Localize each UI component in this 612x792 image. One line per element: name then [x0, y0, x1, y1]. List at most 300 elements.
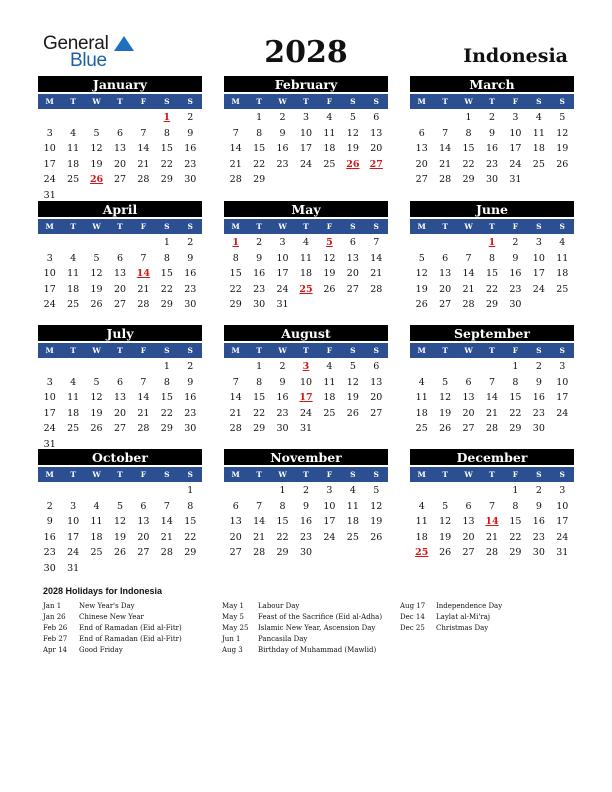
day-cell: 30: [184, 423, 197, 434]
weekday-header: [38, 219, 202, 234]
weekday-label: S: [559, 470, 565, 479]
day-cell: 29: [509, 423, 522, 434]
holiday-date: Jan 1: [43, 602, 62, 610]
day-cell: 2: [279, 112, 286, 123]
day-cell: 9: [187, 376, 194, 388]
month-august: [224, 325, 388, 437]
day-cell: 26: [113, 547, 127, 558]
empty-cell: [433, 483, 456, 499]
day-cell: 29: [160, 174, 173, 185]
day-grid: [224, 359, 388, 437]
day-cell: 12: [113, 516, 127, 527]
empty-cell: [85, 110, 108, 126]
day-cell: 13: [462, 392, 475, 403]
day-cell: 5: [349, 361, 356, 372]
empty-cell: [132, 359, 155, 375]
month-name: August: [224, 325, 388, 341]
day-cell: 27: [346, 283, 359, 295]
day-cell: 13: [370, 127, 383, 139]
day-cell: 10: [67, 516, 80, 527]
day-cell: 23: [253, 283, 266, 295]
day-cell: 5: [559, 112, 566, 123]
weekday-label: F: [512, 222, 519, 231]
day-cell: 23: [276, 158, 289, 170]
weekday-label: W: [464, 97, 473, 106]
empty-cell: [38, 483, 61, 499]
day-cell: 11: [346, 500, 359, 512]
day-cell: 30: [43, 562, 56, 574]
month-name: December: [410, 449, 574, 465]
day-cell: 27: [113, 299, 127, 310]
holiday-date: Feb 27: [43, 635, 68, 643]
weekday-label: F: [140, 470, 147, 479]
day-cell: 19: [113, 531, 127, 543]
day-cell: 11: [323, 127, 336, 139]
weekday-label: T: [117, 222, 123, 231]
day-cell: 8: [512, 500, 519, 512]
day-cell: 4: [93, 500, 100, 512]
empty-cell: [155, 483, 178, 499]
weekday-label: S: [536, 470, 542, 479]
weekday-label: M: [45, 346, 54, 355]
day-cell: 23: [276, 407, 289, 419]
weekday-header: [410, 219, 574, 234]
weekday-label: M: [417, 97, 426, 106]
day-cell: 15: [276, 516, 289, 527]
day-cell: 9: [187, 252, 194, 264]
day-cell: 4: [302, 237, 310, 248]
weekday-label: F: [140, 97, 147, 106]
day-cell: 21: [253, 531, 266, 543]
weekday-label: W: [464, 222, 473, 231]
weekday-label: T: [70, 97, 76, 106]
day-cell: 22: [276, 531, 289, 543]
day-cell: 10: [323, 500, 336, 512]
day-cell: 19: [90, 407, 103, 419]
day-cell: 23: [532, 531, 545, 543]
holiday-day-cell: 1: [163, 112, 171, 123]
day-cell: 20: [370, 392, 383, 403]
page-title-year: 2028: [264, 35, 348, 70]
day-cell: 19: [346, 392, 359, 403]
weekday-label: T: [489, 222, 495, 231]
day-grid: [38, 110, 202, 203]
weekday-label: T: [442, 222, 448, 231]
day-grid: [224, 483, 388, 561]
weekday-label: F: [512, 470, 519, 479]
day-cell: 10: [532, 252, 545, 264]
day-cell: 21: [137, 283, 150, 295]
empty-cell: [108, 359, 131, 375]
day-cell: 19: [323, 268, 336, 279]
day-cell: 6: [116, 127, 124, 139]
weekday-label: S: [187, 97, 193, 106]
day-cell: 13: [113, 392, 127, 403]
day-cell: 23: [184, 407, 197, 419]
day-cell: 20: [113, 407, 127, 419]
day-cell: 13: [415, 143, 428, 154]
day-cell: 29: [160, 423, 173, 434]
day-cell: 29: [229, 299, 242, 310]
day-cell: 30: [184, 299, 197, 310]
day-cell: 9: [279, 127, 286, 139]
weekday-label: T: [256, 470, 262, 479]
day-cell: 7: [232, 376, 239, 388]
day-cell: 30: [184, 174, 197, 185]
holiday-row: [222, 623, 382, 634]
holiday-name: Pancasila Day: [258, 635, 308, 643]
day-cell: 8: [232, 252, 239, 264]
day-cell: 17: [276, 268, 289, 279]
day-cell: 5: [93, 376, 100, 388]
day-cell: 15: [184, 516, 197, 527]
day-cell: 1: [279, 485, 286, 496]
holiday-row: [400, 612, 502, 623]
weekday-label: W: [278, 222, 287, 231]
day-cell: 27: [113, 423, 127, 434]
day-cell: 3: [535, 237, 542, 248]
weekday-label: T: [442, 97, 448, 106]
day-cell: 22: [253, 158, 266, 170]
day-cell: 20: [462, 407, 475, 419]
day-cell: 28: [229, 174, 242, 185]
weekday-label: F: [140, 222, 147, 231]
day-cell: 7: [163, 500, 170, 512]
day-cell: 21: [462, 283, 475, 295]
empty-cell: [433, 235, 456, 251]
day-cell: 4: [70, 376, 77, 388]
weekday-label: S: [559, 346, 565, 355]
holiday-name: Birthday of Muhammad (Mawlid): [258, 646, 377, 654]
weekday-label: T: [256, 97, 262, 106]
day-cell: 7: [140, 376, 147, 388]
weekday-label: W: [92, 470, 101, 479]
day-cell: 26: [415, 299, 428, 310]
holiday-name: New Year's Day: [79, 602, 135, 610]
day-cell: 23: [299, 531, 313, 543]
day-cell: 16: [509, 268, 522, 279]
day-cell: 10: [556, 500, 569, 512]
day-cell: 17: [67, 531, 80, 543]
day-cell: 22: [509, 407, 522, 419]
empty-cell: [108, 235, 131, 251]
day-cell: 4: [418, 500, 425, 512]
day-cell: 17: [556, 516, 569, 527]
month-name: May: [224, 201, 388, 217]
day-cell: 16: [276, 392, 289, 403]
weekday-label: F: [512, 346, 519, 355]
day-cell: 11: [415, 392, 428, 403]
day-cell: 13: [113, 143, 127, 154]
weekday-label: W: [464, 346, 473, 355]
month-june: [410, 201, 574, 313]
day-cell: 8: [256, 376, 263, 388]
weekday-label: S: [164, 346, 170, 355]
day-cell: 19: [415, 283, 428, 295]
day-cell: 2: [187, 237, 194, 248]
day-cell: 14: [229, 392, 242, 403]
holiday-row: [43, 634, 182, 645]
day-cell: 18: [556, 268, 569, 279]
day-cell: 12: [439, 516, 452, 527]
day-cell: 30: [253, 299, 266, 310]
day-cell: 29: [253, 174, 266, 185]
day-cell: 4: [349, 485, 356, 496]
day-cell: 7: [488, 376, 496, 388]
empty-cell: [38, 235, 61, 251]
empty-cell: [224, 483, 247, 499]
month-february: [224, 76, 388, 188]
day-cell: 21: [229, 407, 242, 419]
holiday-name: Feast of the Sacrifice (Eid al-Adha): [258, 613, 383, 621]
day-cell: 2: [512, 237, 519, 248]
holiday-name: Labour Day: [258, 602, 300, 610]
weekday-header: [410, 343, 574, 358]
weekday-label: T: [256, 222, 262, 231]
day-cell: 10: [509, 127, 522, 139]
day-cell: 13: [462, 516, 475, 527]
weekday-label: S: [373, 470, 379, 479]
day-cell: 2: [46, 500, 53, 512]
country-title: Indonesia: [463, 45, 568, 67]
day-cell: 18: [67, 283, 80, 295]
day-cell: 1: [256, 112, 263, 123]
weekday-label: S: [164, 222, 170, 231]
weekday-label: W: [464, 470, 473, 479]
holiday-name: End of Ramadan (Eid al-Fitr): [79, 635, 182, 643]
empty-cell: [85, 235, 108, 251]
day-cell: 20: [346, 268, 359, 279]
holiday-day-cell: 17: [299, 392, 313, 403]
empty-cell: [247, 483, 270, 499]
day-cell: 4: [418, 376, 425, 388]
empty-cell: [132, 235, 155, 251]
day-cell: 28: [229, 423, 242, 434]
day-cell: 20: [415, 158, 428, 170]
day-cell: 18: [323, 143, 336, 154]
day-cell: 16: [485, 143, 499, 154]
day-cell: 11: [67, 392, 80, 403]
weekday-label: T: [489, 97, 495, 106]
day-cell: 30: [532, 423, 545, 434]
empty-cell: [61, 110, 84, 126]
day-cell: 30: [276, 423, 289, 434]
day-cell: 21: [370, 268, 383, 279]
weekday-label: T: [303, 222, 309, 231]
day-cell: 15: [509, 392, 522, 403]
day-cell: 19: [90, 283, 103, 295]
month-name: April: [38, 201, 202, 217]
weekday-header: [38, 94, 202, 109]
day-cell: 12: [415, 268, 428, 279]
weekday-label: T: [442, 346, 448, 355]
month-name: March: [410, 76, 574, 92]
weekday-label: S: [350, 470, 356, 479]
holiday-column: [222, 601, 382, 656]
weekday-label: M: [45, 470, 54, 479]
day-cell: 25: [532, 158, 545, 170]
day-cell: 15: [229, 268, 242, 279]
empty-cell: [85, 359, 108, 375]
holiday-row: [43, 645, 182, 656]
day-cell: 22: [485, 283, 499, 295]
day-cell: 14: [439, 143, 452, 154]
day-cell: 14: [253, 516, 266, 527]
day-cell: 31: [299, 423, 313, 434]
day-cell: 24: [276, 283, 289, 295]
holiday-name: End of Ramadan (Eid al-Fitr): [79, 624, 182, 632]
day-cell: 29: [276, 547, 289, 558]
day-cell: 6: [373, 361, 380, 372]
weekday-label: W: [92, 222, 101, 231]
weekday-label: S: [536, 346, 542, 355]
day-cell: 10: [299, 376, 313, 388]
holiday-date: May 1: [222, 602, 244, 610]
weekday-label: W: [92, 346, 101, 355]
holiday-row: [43, 601, 182, 612]
day-cell: 20: [113, 158, 127, 170]
day-cell: 3: [46, 252, 53, 264]
day-cell: 27: [462, 547, 475, 558]
day-cell: 14: [137, 143, 150, 154]
day-cell: 1: [256, 361, 263, 372]
day-cell: 19: [90, 158, 103, 170]
day-cell: 26: [556, 158, 569, 170]
day-cell: 11: [532, 127, 545, 139]
day-cell: 2: [535, 485, 542, 496]
day-cell: 7: [373, 237, 380, 248]
day-cell: 20: [462, 531, 475, 543]
month-may: [224, 201, 388, 313]
weekday-label: S: [373, 346, 379, 355]
weekday-label: S: [559, 222, 565, 231]
day-cell: 12: [370, 500, 383, 512]
day-cell: 17: [299, 143, 313, 154]
day-cell: 23: [532, 407, 545, 419]
day-grid: [410, 483, 574, 561]
weekday-label: W: [278, 470, 287, 479]
weekday-label: M: [231, 222, 240, 231]
day-cell: 24: [299, 158, 313, 170]
day-cell: 4: [326, 112, 333, 123]
weekday-label: M: [231, 346, 240, 355]
weekday-label: F: [326, 97, 333, 106]
empty-cell: [457, 235, 480, 251]
day-cell: 14: [370, 252, 383, 264]
day-cell: 15: [509, 516, 522, 527]
weekday-label: M: [231, 470, 240, 479]
day-cell: 13: [346, 252, 359, 264]
day-cell: 28: [253, 547, 266, 558]
day-cell: 1: [512, 361, 519, 372]
month-name: July: [38, 325, 202, 341]
day-cell: 27: [137, 547, 150, 558]
day-cell: 20: [439, 283, 452, 295]
day-cell: 1: [465, 112, 472, 123]
day-cell: 5: [349, 112, 356, 123]
day-cell: 18: [415, 531, 428, 543]
logo-text-general: General: [43, 33, 109, 54]
holiday-name: Christmas Day: [436, 624, 489, 632]
day-cell: 12: [323, 252, 336, 264]
day-cell: 9: [535, 376, 542, 388]
day-cell: 3: [279, 237, 286, 248]
day-cell: 21: [439, 158, 452, 170]
day-cell: 13: [229, 516, 242, 527]
weekday-label: T: [303, 470, 309, 479]
weekday-label: M: [417, 346, 426, 355]
day-cell: 3: [70, 500, 77, 512]
day-cell: 6: [116, 376, 124, 388]
day-cell: 6: [465, 376, 472, 388]
day-cell: 30: [509, 299, 522, 310]
day-cell: 13: [113, 268, 127, 279]
weekday-label: S: [536, 97, 542, 106]
day-cell: 17: [323, 516, 336, 527]
day-cell: 15: [160, 268, 173, 279]
holiday-day-cell: 27: [369, 158, 383, 170]
day-cell: 16: [276, 143, 289, 154]
day-cell: 8: [163, 127, 170, 139]
day-cell: 8: [256, 127, 263, 139]
day-cell: 15: [160, 143, 173, 154]
day-cell: 15: [253, 143, 266, 154]
day-cell: 6: [442, 252, 449, 264]
weekday-label: T: [489, 470, 495, 479]
weekday-header: [38, 343, 202, 358]
day-cell: 21: [485, 531, 499, 543]
holiday-row: [43, 623, 182, 634]
day-cell: 2: [302, 485, 310, 496]
day-cell: 19: [370, 516, 383, 527]
day-cell: 25: [556, 283, 569, 295]
day-cell: 28: [439, 174, 452, 185]
holiday-name: Laylat al-Mi'raj: [436, 613, 491, 621]
weekday-header: [410, 467, 574, 482]
day-cell: 26: [346, 407, 359, 419]
day-cell: 5: [93, 252, 100, 264]
empty-cell: [433, 359, 456, 375]
weekday-label: M: [417, 470, 426, 479]
weekday-header: [410, 94, 574, 109]
day-cell: 13: [137, 516, 150, 527]
day-cell: 22: [160, 407, 173, 419]
day-cell: 4: [559, 237, 566, 248]
empty-cell: [61, 483, 84, 499]
day-cell: 25: [90, 547, 103, 558]
weekday-label: S: [536, 222, 542, 231]
day-cell: 9: [302, 500, 310, 512]
month-name: November: [224, 449, 388, 465]
day-cell: 11: [556, 252, 569, 264]
day-cell: 29: [485, 299, 499, 310]
day-cell: 15: [485, 268, 499, 279]
day-cell: 30: [532, 547, 545, 558]
holiday-day-cell: 14: [485, 516, 499, 527]
empty-cell: [480, 483, 503, 499]
weekday-label: T: [442, 470, 448, 479]
holiday-name: Good Friday: [79, 646, 123, 654]
day-cell: 2: [488, 112, 496, 123]
day-cell: 20: [370, 143, 383, 154]
day-cell: 25: [67, 423, 80, 434]
day-cell: 28: [160, 547, 173, 558]
holidays-title: 2028 Holidays for Indonesia: [43, 586, 163, 596]
weekday-label: S: [373, 97, 379, 106]
day-cell: 16: [184, 143, 197, 154]
day-cell: 24: [43, 174, 56, 185]
weekday-label: M: [45, 222, 54, 231]
